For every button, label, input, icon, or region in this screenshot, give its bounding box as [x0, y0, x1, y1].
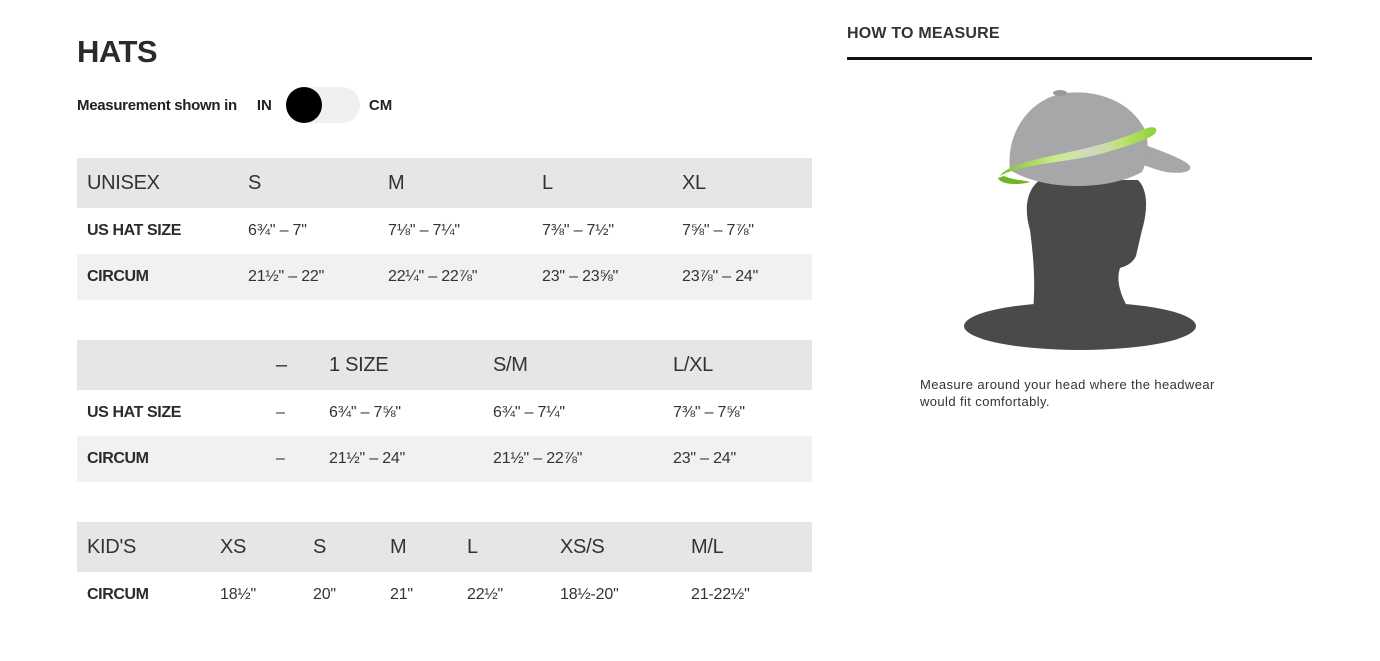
- table-row: [77, 254, 812, 300]
- table-cell: 21": [390, 586, 413, 603]
- unit-cm-label[interactable]: CM: [368, 96, 393, 114]
- unisex-size-table: [77, 158, 812, 300]
- table-cell: 20": [313, 586, 336, 603]
- kids-size-table: [77, 522, 812, 618]
- table-cell: 23" – 23⅝": [532, 254, 672, 300]
- column-header: XL: [672, 158, 812, 208]
- measure-instructions: Measure around your head where the headwear would fit comfortably.: [920, 377, 1215, 409]
- table-cell: 23⅞" – 24": [672, 254, 812, 300]
- table-header-row: [77, 158, 812, 208]
- column-header: M: [378, 158, 532, 208]
- measurement-unit-selector: [77, 87, 392, 123]
- section-divider: [847, 57, 1312, 60]
- column-header: S/M: [483, 340, 663, 390]
- table-cell: 23" – 24": [663, 436, 812, 482]
- column-header: M/L: [681, 522, 812, 572]
- table-header-row: [77, 340, 812, 390]
- page-title: HATS: [77, 34, 158, 69]
- table-cell: 22¼" – 22⅞": [378, 254, 532, 300]
- table-cell: 21½" – 24": [319, 436, 483, 482]
- measurement-label: Measurement shown in: [77, 96, 237, 114]
- table-row: [77, 572, 812, 618]
- table-cell: 18½": [220, 586, 257, 603]
- column-header: –: [266, 340, 319, 390]
- unit-in-label[interactable]: IN: [256, 96, 272, 114]
- table-cell: 21½" – 22": [238, 254, 378, 300]
- row-label: US HAT SIZE: [87, 404, 181, 421]
- toggle-knob[interactable]: [286, 87, 322, 123]
- table-cell: –: [266, 436, 319, 482]
- table-cell: 7⅜" – 7⅝": [673, 404, 745, 421]
- table-cell: 6¾" – 7¼": [493, 404, 565, 421]
- column-header: UNISEX: [77, 158, 238, 208]
- row-label: CIRCUM: [77, 436, 266, 482]
- column-header: [77, 340, 266, 390]
- row-label: CIRCUM: [77, 254, 238, 300]
- column-header: L: [457, 522, 550, 572]
- head-with-cap-measure-icon: [960, 80, 1200, 355]
- table-header-row: [77, 522, 812, 572]
- how-to-measure-title: HOW TO MEASURE: [847, 25, 1000, 42]
- table-row: [77, 208, 812, 254]
- table-cell: 18½-20": [560, 586, 619, 603]
- table-cell: 6¾" – 7⅝": [329, 404, 401, 421]
- column-header: S: [238, 158, 378, 208]
- unit-toggle-switch[interactable]: [286, 87, 360, 123]
- table-cell: 7⅝" – 7⅞": [682, 222, 754, 239]
- column-header: 1 SIZE: [319, 340, 483, 390]
- column-header: S: [303, 522, 380, 572]
- table-row: [77, 436, 812, 482]
- column-header: L/XL: [663, 340, 812, 390]
- column-header: L: [532, 158, 672, 208]
- row-label: US HAT SIZE: [87, 222, 181, 239]
- row-label: CIRCUM: [87, 586, 149, 603]
- one-size-table: [77, 340, 812, 482]
- table-cell: 22½": [467, 586, 504, 603]
- table-cell: 7⅜" – 7½": [542, 222, 614, 239]
- column-header: KID'S: [77, 522, 210, 572]
- table-cell: 21½" – 22⅞": [483, 436, 663, 482]
- table-cell: 6¾" – 7": [248, 222, 307, 239]
- table-cell: –: [276, 404, 285, 421]
- table-cell: 21-22½": [691, 586, 750, 603]
- table-row: [77, 390, 812, 436]
- column-header: XS: [210, 522, 303, 572]
- column-header: XS/S: [550, 522, 681, 572]
- column-header: M: [380, 522, 457, 572]
- table-cell: 7⅛" – 7¼": [388, 222, 460, 239]
